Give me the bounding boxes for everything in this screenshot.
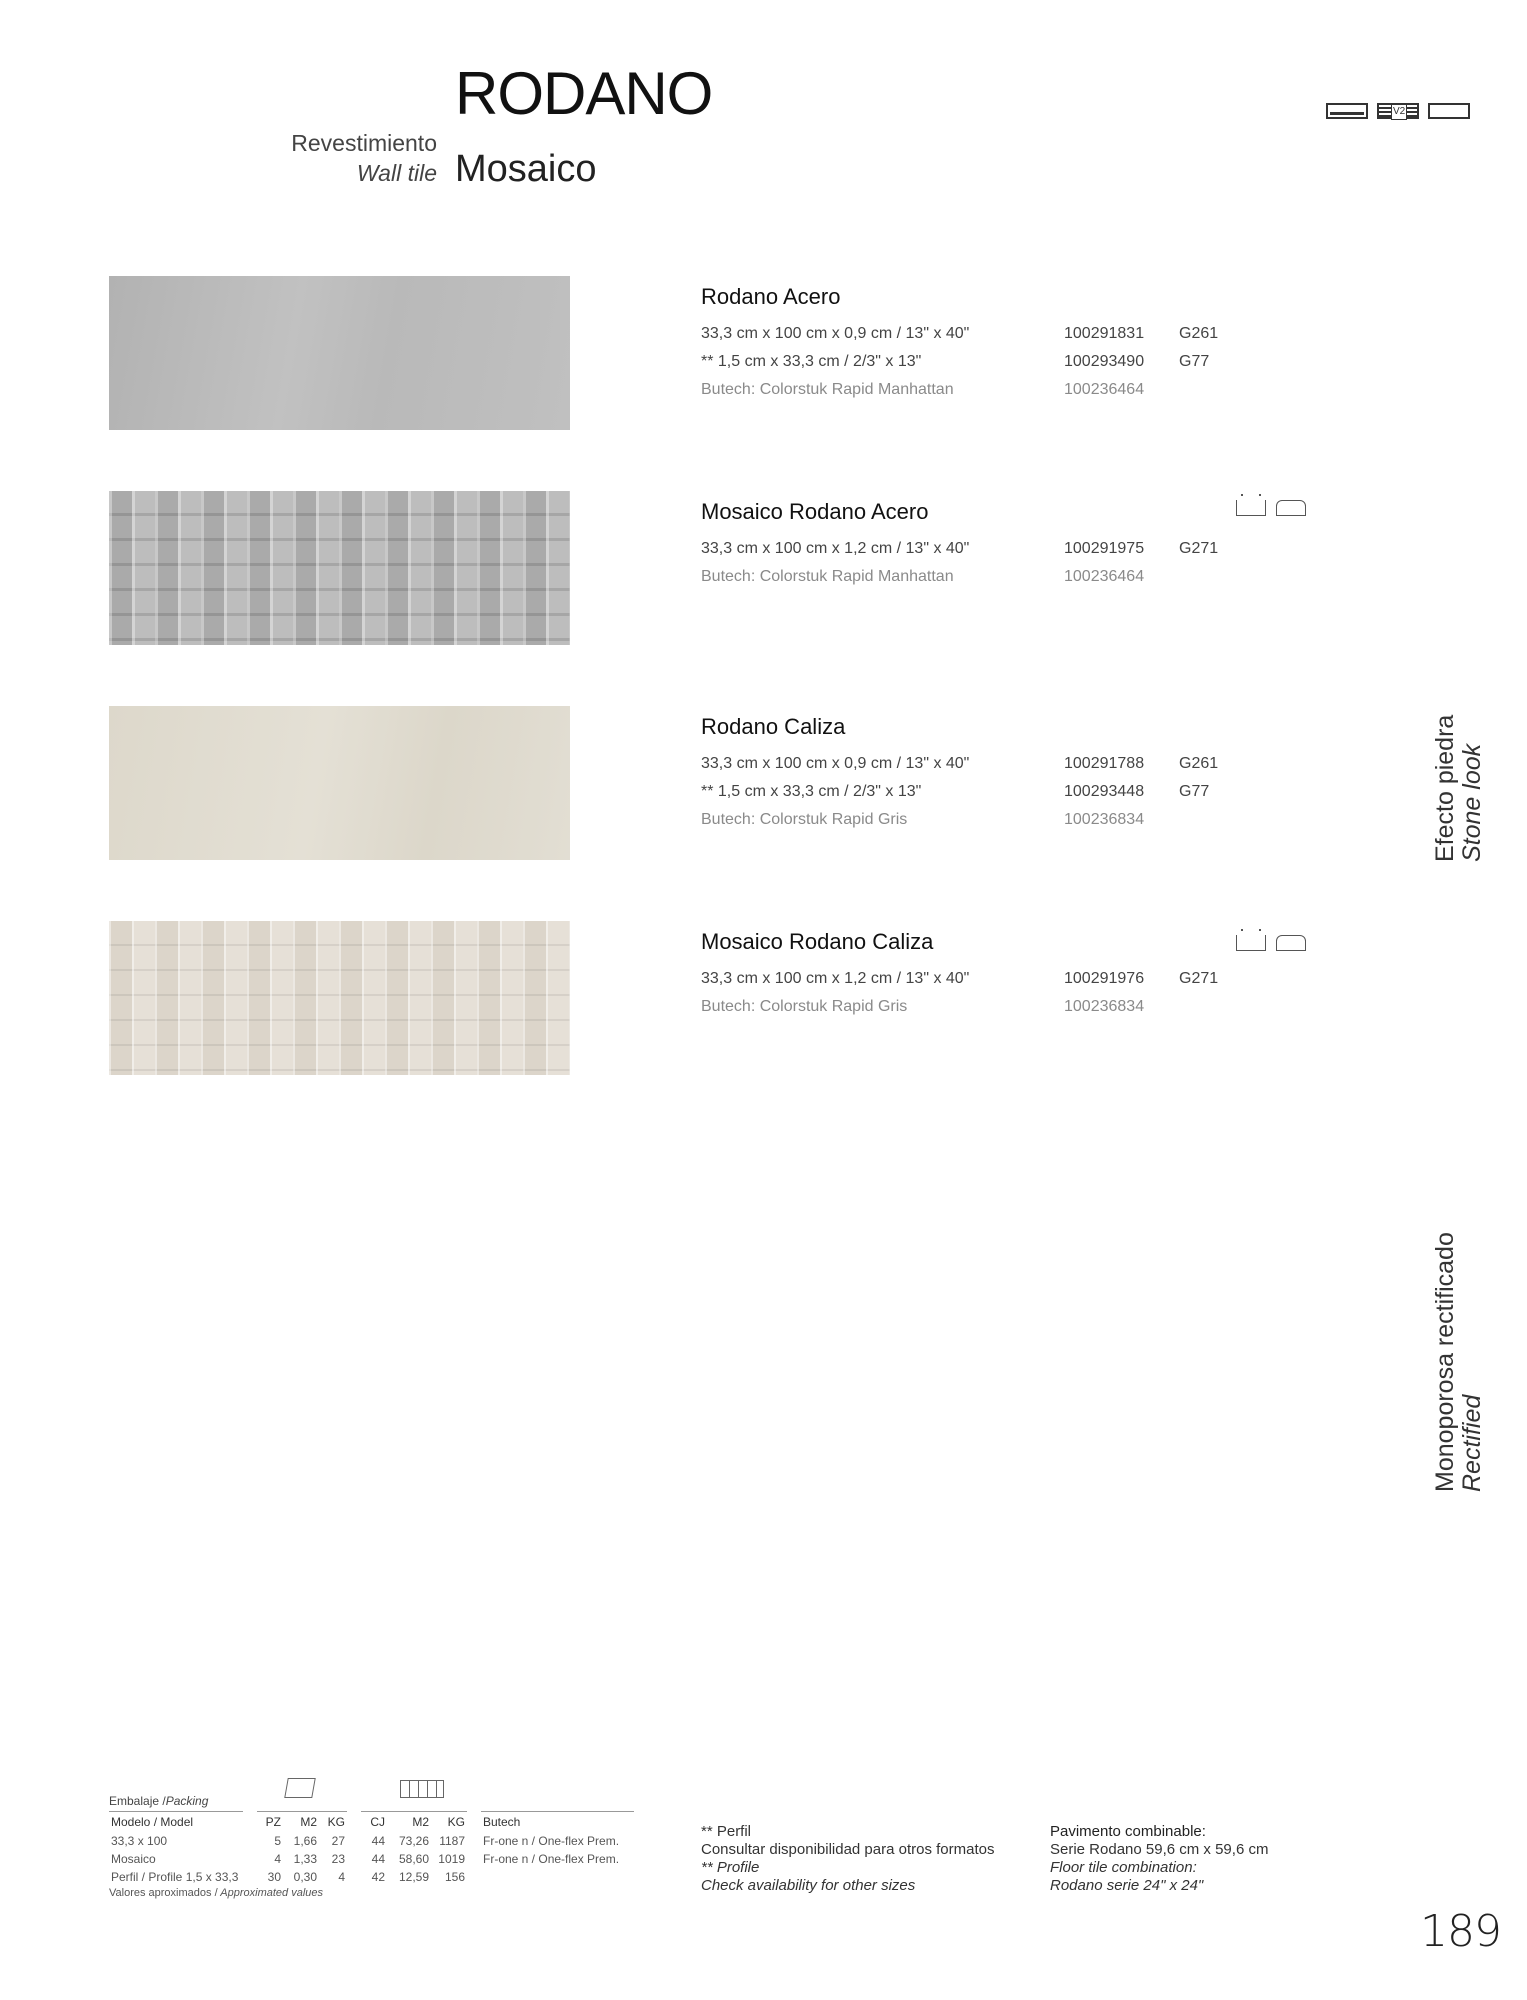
product-spec-row [701,778,1321,806]
product-spec-row [701,535,1321,563]
spec-code: 100293448 [1064,783,1145,800]
profile-note-title-en: ** Profile [701,1859,760,1876]
floor-note-title-es: Pavimento combinable: [1050,1823,1206,1840]
floor-combination-note [1050,1823,1268,1895]
spec-code: 100236834 [1064,811,1145,828]
category-en: Wall tile [356,160,437,186]
packing-table [109,1811,634,1886]
table-cell: 4 [338,1870,345,1884]
table-cell [481,1868,634,1886]
countertop-icon [1236,935,1266,951]
table-cell: 73,26 [398,1834,429,1848]
packing-title [109,1794,208,1808]
floor-note-title-en: Floor tile combination: [1050,1859,1197,1876]
table-cell: 1,66 [293,1834,317,1848]
table-cell: 1019 [438,1852,465,1866]
product-name: Mosaico Rodano Caliza [701,929,934,954]
format-icons [1326,103,1470,119]
product-spec-row [701,965,1321,993]
product-name: Mosaico Rodano Acero [701,499,929,524]
bathtub-icon [1276,500,1306,516]
product-grout-row [701,993,1321,1021]
spec-code: 100236834 [1064,998,1145,1015]
spec-code: 100291976 [1064,970,1145,987]
product-name: Rodano Caliza [701,714,846,739]
table-cell: Perfil / Profile 1,5 x 33,3 [111,1870,239,1884]
profile-note-text-es: Consultar disponibilidad para otros formatos [701,1841,995,1858]
spec-desc: 33,3 cm x 100 cm x 1,2 cm / 13" x 40" [701,540,970,557]
product-rodano-caliza [701,716,1321,834]
table-cell: 4 [274,1852,281,1866]
usage-icons [1236,935,1306,951]
packing-title-es: Embalaje / [109,1794,166,1808]
packing-note-en: Approximated values [220,1887,324,1899]
profile-note-title-es: ** Perfil [701,1823,752,1840]
spec-group: G271 [1179,970,1219,987]
table-cell: 42 [371,1870,385,1884]
series-title: RODANO [455,60,713,127]
countertop-icon [1236,500,1266,516]
table-cell: Fr-one n / One-flex Prem. [483,1834,620,1848]
product-grout-row [701,563,1321,591]
table-cell: 12,59 [398,1870,429,1884]
col-header: CJ [361,1812,387,1833]
floor-note-text-en: Rodano serie 24" x 24" [1050,1877,1204,1894]
side-label-look-en: Stone look [1458,743,1486,862]
spec-group: G77 [1179,353,1210,370]
table-cell: 1187 [439,1834,465,1848]
side-label-body [1432,1232,1486,1492]
table-cell: Mosaico [111,1852,156,1866]
tile-image-rodano-caliza [109,706,570,860]
spec-code: 100236464 [1064,381,1145,398]
table-cell: 33,3 x 100 [111,1834,168,1848]
table-cell: 44 [371,1834,385,1848]
spec-desc: Butech: Colorstuk Rapid Manhattan [701,568,954,585]
spec-desc: Butech: Colorstuk Rapid Gris [701,811,908,828]
bathtub-icon [1276,935,1306,951]
table-cell: 44 [371,1852,385,1866]
profile-note-text-en: Check availability for other sizes [701,1877,916,1894]
profile-note [701,1823,995,1895]
product-name: Rodano Acero [701,284,841,309]
tile-image-mosaico-rodano-acero [109,491,570,645]
table-cell: 23 [331,1852,345,1866]
product-mosaico-rodano-caliza [701,931,1321,1021]
usage-icons [1236,500,1306,516]
packing-note [109,1887,634,1899]
spec-desc: ** 1,5 cm x 33,3 cm / 2/3" x 13" [701,783,922,800]
mosaic-format-icon [1377,103,1419,119]
spec-group: G271 [1179,540,1219,557]
table-row [109,1850,634,1868]
tile-image-rodano-acero [109,276,570,430]
product-spec-row [701,348,1321,376]
product-spec-row [701,320,1321,348]
table-cell: 0,30 [293,1870,317,1884]
col-header: KG [431,1812,467,1833]
plain-format-icon [1428,103,1470,119]
spec-group: G261 [1179,325,1219,342]
spec-code: 100291788 [1064,755,1145,772]
spec-code: 100293490 [1064,353,1145,370]
packing-note-es: Valores aproximados / [109,1887,218,1899]
packing-header-row [109,1812,634,1833]
side-label-body-en: Rectified [1458,1394,1486,1492]
table-cell: Fr-one n / One-flex Prem. [483,1852,620,1866]
product-rodano-acero [701,286,1321,404]
packing-title-en: Packing [165,1794,209,1808]
spec-desc: Butech: Colorstuk Rapid Manhattan [701,381,954,398]
spec-code: 100291831 [1064,325,1145,342]
col-header: PZ [257,1812,283,1833]
spec-group: G77 [1179,783,1210,800]
col-header: KG [319,1812,347,1833]
spec-desc: 33,3 cm x 100 cm x 0,9 cm / 13" x 40" [701,755,970,772]
product-mosaico-rodano-acero [701,501,1321,591]
spec-code: 100291975 [1064,540,1145,557]
spec-code: 100236464 [1064,568,1145,585]
collection-subtitle: Mosaico [455,148,597,190]
table-row [109,1868,634,1886]
table-cell: 1,33 [293,1852,317,1866]
col-header: M2 [283,1812,319,1833]
table-cell: 5 [274,1834,281,1848]
packing-section [109,1778,634,1899]
table-cell: 30 [267,1870,281,1884]
table-cell: 27 [331,1834,345,1848]
category-es: Revestimiento [291,130,437,156]
spec-desc: 33,3 cm x 100 cm x 0,9 cm / 13" x 40" [701,325,970,342]
spec-desc: Butech: Colorstuk Rapid Gris [701,998,908,1015]
floor-note-text-es: Serie Rodano 59,6 cm x 59,6 cm [1050,1841,1269,1858]
format-icon-label: V2 [1391,104,1407,120]
page-number: 189 [1420,1906,1501,1957]
side-label-look-es: Efecto piedra [1431,714,1459,862]
side-label-body-es: Monoporosa rectificado [1431,1232,1459,1492]
product-grout-row [701,376,1321,404]
col-header: M2 [387,1812,431,1833]
table-row [109,1832,634,1850]
wall-format-icon [1326,103,1368,119]
spec-desc: ** 1,5 cm x 33,3 cm / 2/3" x 13" [701,353,922,370]
pallet-icon [400,1780,444,1798]
product-grout-row [701,806,1321,834]
side-label-look [1432,715,1486,862]
tile-image-mosaico-rodano-caliza [109,921,570,1075]
table-cell: 156 [444,1870,465,1884]
col-header: Modelo / Model [109,1812,243,1833]
spec-group: G261 [1179,755,1219,772]
table-cell: 58,60 [398,1852,429,1866]
col-header: Butech [481,1812,634,1833]
product-spec-row [701,750,1321,778]
spec-desc: 33,3 cm x 100 cm x 1,2 cm / 13" x 40" [701,970,970,987]
packing-header [109,1778,634,1808]
box-icon [284,1778,316,1798]
